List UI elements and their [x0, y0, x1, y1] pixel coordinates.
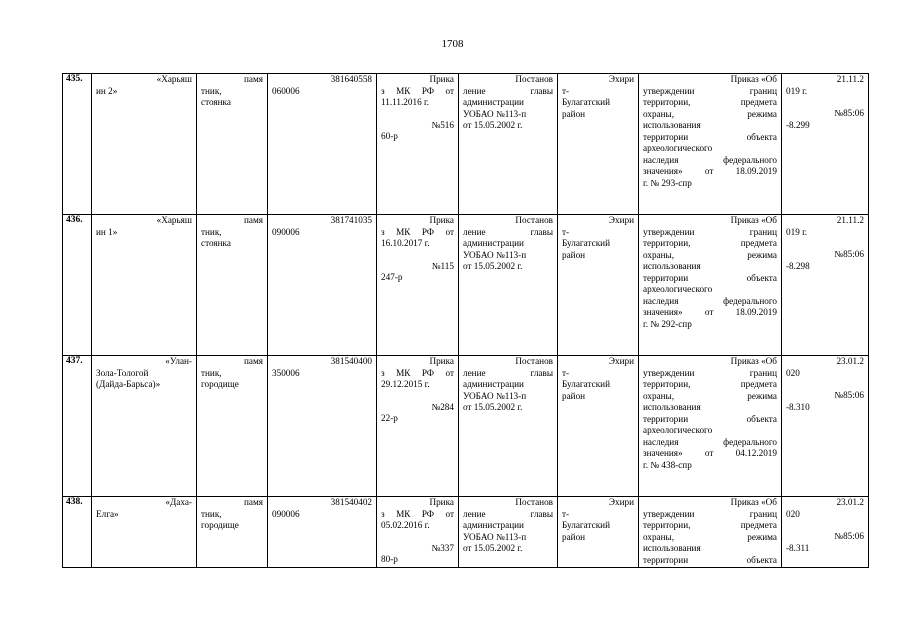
text-line: Эхири	[608, 215, 634, 225]
text-line: УОБАО №113-п	[463, 108, 527, 119]
text-line: т-	[562, 226, 570, 237]
text-line: 21.11.2	[836, 74, 864, 84]
site-type-cell	[197, 356, 268, 497]
text-line: городище	[201, 379, 239, 389]
registration-number-cell	[268, 356, 377, 497]
text-line: 22-р	[381, 413, 398, 423]
text-line: Прика	[429, 215, 454, 225]
text-line: значения» от 04.12.2019	[643, 448, 777, 458]
text-line: наследия федерального	[643, 436, 777, 447]
text-line: городище	[201, 520, 239, 530]
text-line: Прика	[429, 497, 454, 507]
text-line: ление главы	[463, 85, 553, 96]
text-line: УОБАО №113-п	[463, 390, 527, 401]
text-line: Булагатский	[562, 520, 611, 530]
text-line: 019 г.	[786, 226, 808, 237]
text-line: администрации	[463, 379, 524, 389]
site-name-cell	[92, 497, 197, 568]
district-cell	[558, 497, 639, 568]
text-line: 019 г.	[786, 85, 808, 96]
text-line: 020	[786, 367, 800, 378]
text-line: от 15.05.2002 г.	[463, 402, 523, 412]
text-line: администрации	[463, 520, 524, 530]
text-line: ин 2»	[96, 85, 118, 96]
text-line: охраны, режима	[643, 249, 777, 260]
text-line: Булагатский	[562, 97, 611, 107]
text-line: 437.	[66, 356, 83, 366]
row-number-cell	[63, 356, 92, 497]
site-type-cell	[197, 215, 268, 356]
text-line: администрации	[463, 238, 524, 248]
text-line: от 15.05.2002 г.	[463, 120, 523, 130]
text-line: 020	[786, 508, 800, 519]
site-type-cell	[197, 74, 268, 215]
site-name-cell	[92, 356, 197, 497]
text-line: от 15.05.2002 г.	[463, 543, 523, 553]
text-line: 381540402	[330, 497, 372, 507]
line-gap	[786, 379, 864, 390]
text-line: утверждении границ	[643, 367, 777, 378]
text-line: территории объекта	[643, 413, 777, 424]
text-line: 381540400	[330, 356, 372, 366]
page-number: 1708	[441, 38, 464, 50]
text-line: Эхири	[608, 356, 634, 366]
text-line: район	[562, 390, 586, 401]
boundary-order-cell	[639, 356, 782, 497]
text-line: значения» от 18.09.2019	[643, 166, 777, 176]
text-line: т-	[562, 85, 570, 96]
text-line: №85:06	[834, 108, 864, 118]
text-line: ление главы	[463, 226, 553, 237]
text-line: стоянка	[201, 97, 231, 107]
text-line: территории объекта	[643, 272, 777, 283]
row-number-cell	[63, 74, 92, 215]
line-gap	[786, 97, 864, 108]
text-line: территории, предмета	[643, 238, 777, 248]
text-line: УОБАО №113-п	[463, 531, 527, 542]
registration-number-cell	[268, 497, 377, 568]
text-line: охраны, режима	[643, 531, 777, 542]
line-gap	[381, 532, 454, 543]
site-name-cell	[92, 74, 197, 215]
district-cell	[558, 215, 639, 356]
table-row	[63, 497, 869, 568]
text-line: использования	[643, 120, 701, 130]
text-line: 435.	[66, 74, 83, 84]
text-line: тник,	[201, 508, 222, 519]
text-line: значения» от 18.09.2019	[643, 307, 777, 317]
text-line: 350006	[272, 367, 300, 378]
resolution-cell	[459, 215, 558, 356]
text-line: территории, предмета	[643, 379, 777, 389]
text-line: з МК РФ от	[381, 508, 454, 519]
text-line: использования	[643, 402, 701, 412]
registry-body	[63, 74, 869, 568]
text-line: №337	[431, 542, 454, 553]
text-line: Эхири	[608, 497, 634, 507]
text-line: тник,	[201, 85, 222, 96]
ministry-order-cell	[377, 497, 459, 568]
text-line: №85:06	[834, 531, 864, 541]
text-line: 247-р	[381, 272, 403, 282]
text-line: 090006	[272, 226, 300, 237]
text-line: от 15.05.2002 г.	[463, 261, 523, 271]
text-line: 29.12.2015 г.	[381, 379, 430, 389]
ministry-order-cell	[377, 215, 459, 356]
text-line: территории объекта	[643, 131, 777, 142]
text-line: тник,	[201, 226, 222, 237]
text-line: -8.310	[786, 401, 810, 412]
text-line: Приказ «Об	[730, 74, 777, 84]
text-line: Булагатский	[562, 238, 611, 248]
text-line: №115	[431, 260, 454, 271]
resolution-cell	[459, 497, 558, 568]
registry-entry-cell	[782, 497, 869, 568]
text-line: наследия федерального	[643, 295, 777, 306]
line-gap	[786, 520, 864, 531]
text-line: 436.	[66, 215, 83, 225]
text-line: з МК РФ от	[381, 367, 454, 378]
text-line: 060006	[272, 85, 300, 96]
text-line: №85:06	[834, 249, 864, 259]
boundary-order-cell	[639, 74, 782, 215]
text-line: наследия федерального	[643, 154, 777, 165]
line-gap	[381, 250, 454, 261]
table-row	[63, 215, 869, 356]
text-line: Приказ «Об	[730, 215, 777, 225]
text-line: 21.11.2	[836, 215, 864, 225]
text-line: памя	[243, 215, 263, 225]
text-line: территории, предмета	[643, 97, 777, 107]
text-line: утверждении границ	[643, 226, 777, 237]
registry-entry-cell	[782, 356, 869, 497]
text-line: охраны, режима	[643, 390, 777, 401]
resolution-cell	[459, 356, 558, 497]
registration-number-cell	[268, 215, 377, 356]
text-line: -8.298	[786, 260, 810, 271]
text-line: ин 1»	[96, 226, 118, 237]
text-line: тник,	[201, 367, 222, 378]
line-gap	[381, 391, 454, 402]
registry-entry-cell	[782, 215, 869, 356]
text-line: №516	[431, 119, 454, 130]
text-line: т-	[562, 367, 570, 378]
text-line: 381741035	[330, 215, 372, 225]
text-line: Елга»	[96, 508, 119, 519]
text-line: территории объекта	[643, 554, 777, 565]
text-line: г. № 292-спр	[643, 318, 692, 329]
site-type-cell	[197, 497, 268, 568]
text-line: «Харьяш	[156, 215, 192, 225]
text-line: территории, предмета	[643, 520, 777, 530]
text-line: 23.01.2	[836, 497, 864, 507]
text-line: стоянка	[201, 238, 231, 248]
text-line: Зола-Тологой	[96, 367, 149, 378]
boundary-order-cell	[639, 215, 782, 356]
district-cell	[558, 74, 639, 215]
text-line: 438.	[66, 497, 83, 507]
text-line: утверждении границ	[643, 85, 777, 96]
text-line: Прика	[429, 74, 454, 84]
heritage-registry-table	[62, 73, 869, 568]
boundary-order-cell	[639, 497, 782, 568]
text-line: ление главы	[463, 508, 553, 519]
table-row	[63, 356, 869, 497]
ministry-order-cell	[377, 356, 459, 497]
text-line: №284	[431, 401, 454, 412]
text-line: г. № 438-спр	[643, 459, 692, 470]
text-line: г. № 293-спр	[643, 177, 692, 188]
ministry-order-cell	[377, 74, 459, 215]
site-name-cell	[92, 215, 197, 356]
text-line: памя	[243, 497, 263, 507]
text-line: охраны, режима	[643, 108, 777, 119]
registry-entry-cell	[782, 74, 869, 215]
text-line: 11.11.2016 г.	[381, 97, 429, 107]
text-line: Булагатский	[562, 379, 611, 389]
text-line: №85:06	[834, 390, 864, 400]
line-gap	[381, 109, 454, 120]
text-line: район	[562, 249, 586, 260]
text-line: Прика	[429, 356, 454, 366]
text-line: -8.311	[786, 542, 810, 553]
text-line: «Харьяш	[156, 74, 192, 84]
text-line: Постанов	[515, 215, 553, 225]
text-line: «Даха-	[165, 497, 192, 507]
text-line: (Дайда-Барьса)»	[96, 379, 161, 389]
text-line: УОБАО №113-п	[463, 249, 527, 260]
text-line: район	[562, 108, 586, 119]
text-line: 381640558	[330, 74, 372, 84]
text-line: -8.299	[786, 119, 810, 130]
text-line: Постанов	[515, 74, 553, 84]
text-line: археологического	[643, 284, 713, 294]
text-line: 090006	[272, 508, 300, 519]
text-line: з МК РФ от	[381, 226, 454, 237]
text-line: 05.02.2016 г.	[381, 520, 430, 530]
text-line: 80-р	[381, 554, 398, 564]
text-line: Приказ «Об	[730, 497, 777, 507]
text-line: памя	[243, 356, 263, 366]
line-gap	[786, 238, 864, 249]
text-line: утверждении границ	[643, 508, 777, 519]
text-line: 60-р	[381, 131, 398, 141]
row-number-cell	[63, 497, 92, 568]
text-line: ление главы	[463, 367, 553, 378]
text-line: археологического	[643, 425, 713, 435]
text-line: памя	[243, 74, 263, 84]
text-line: 16.10.2017 г.	[381, 238, 430, 248]
text-line: Приказ «Об	[730, 356, 777, 366]
text-line: использования	[643, 543, 701, 553]
text-line: Постанов	[515, 497, 553, 507]
table-row	[63, 74, 869, 215]
registration-number-cell	[268, 74, 377, 215]
text-line: Постанов	[515, 356, 553, 366]
row-number-cell	[63, 215, 92, 356]
resolution-cell	[459, 74, 558, 215]
text-line: 23.01.2	[836, 356, 864, 366]
district-cell	[558, 356, 639, 497]
text-line: администрации	[463, 97, 524, 107]
text-line: район	[562, 531, 586, 542]
text-line: «Улан-	[165, 356, 192, 366]
text-line: археологического	[643, 143, 713, 153]
text-line: з МК РФ от	[381, 85, 454, 96]
text-line: т-	[562, 508, 570, 519]
text-line: Эхири	[608, 74, 634, 84]
text-line: использования	[643, 261, 701, 271]
